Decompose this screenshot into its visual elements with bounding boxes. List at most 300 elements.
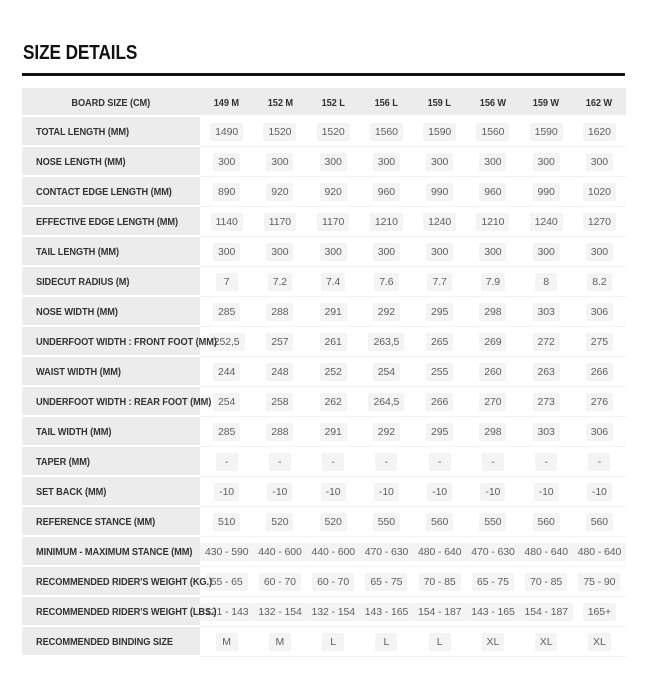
row-label-cell <box>22 356 200 386</box>
cell-value: 470 - 630 <box>466 543 519 561</box>
table-cell <box>360 266 413 296</box>
row-label-text: RECOMMENDED RIDER'S WEIGHT (LBS.) <box>36 606 217 618</box>
table-cell <box>573 566 626 596</box>
table-cell <box>253 626 306 656</box>
table-cell <box>466 536 519 566</box>
cell-value: 143 - 165 <box>466 603 519 621</box>
cell-value: 510 <box>213 513 240 531</box>
table-cell <box>573 146 626 176</box>
cell-value: XL <box>482 633 505 651</box>
cell-value: 7 <box>216 273 238 291</box>
row-label-text: WAIST WIDTH (MM) <box>36 366 121 378</box>
cell-value: - <box>322 453 344 471</box>
table-cell <box>200 356 253 386</box>
table-cell <box>307 116 360 146</box>
cell-value: 252 <box>320 363 347 381</box>
table-cell <box>413 266 466 296</box>
table-row <box>22 596 626 626</box>
column-header-159-l <box>413 88 466 116</box>
cell-value: 306 <box>586 423 613 441</box>
cell-value: 295 <box>426 423 453 441</box>
cell-value: 1210 <box>476 213 509 231</box>
row-label-text: RECOMMENDED RIDER'S WEIGHT (KG.) <box>36 576 212 588</box>
table-row <box>22 146 626 176</box>
table-cell <box>360 476 413 506</box>
row-label-text: SET BACK (MM) <box>36 486 107 498</box>
cell-value: 55 - 65 <box>206 573 248 591</box>
cell-value: -10 <box>321 483 346 501</box>
table-cell <box>253 596 306 626</box>
cell-value: 560 <box>586 513 613 531</box>
cell-value: L <box>429 633 451 651</box>
table-cell <box>253 446 306 476</box>
cell-value: 1520 <box>317 123 350 141</box>
table-cell <box>360 626 413 656</box>
cell-value: L <box>375 633 397 651</box>
cell-value: 300 <box>533 243 560 261</box>
cell-value: 154 - 187 <box>413 603 466 621</box>
cell-value: 263,5 <box>368 333 404 351</box>
cell-value: 306 <box>586 303 613 321</box>
cell-value: 70 - 85 <box>525 573 567 591</box>
row-label-text: EFFECTIVE EDGE LENGTH (MM) <box>36 216 178 228</box>
table-cell <box>573 296 626 326</box>
cell-value: 480 - 640 <box>413 543 466 561</box>
table-row <box>22 416 626 446</box>
page-title-text: SIZE DETAILS <box>23 42 138 64</box>
cell-value: 75 - 90 <box>578 573 620 591</box>
table-cell <box>520 206 573 236</box>
cell-value: 7.7 <box>427 273 451 291</box>
cell-value: 275 <box>586 333 613 351</box>
table-cell <box>466 206 519 236</box>
cell-value: 480 - 640 <box>573 543 626 561</box>
row-label-text: TAIL WIDTH (MM) <box>36 426 112 438</box>
cell-value: -10 <box>267 483 292 501</box>
table-cell <box>413 176 466 206</box>
table-cell <box>360 356 413 386</box>
cell-value: - <box>216 453 238 471</box>
table-body <box>22 116 626 656</box>
table-cell <box>200 476 253 506</box>
cell-value: 960 <box>373 183 400 201</box>
cell-value: 132 - 154 <box>253 603 306 621</box>
cell-value: 261 <box>320 333 347 351</box>
cell-value: -10 <box>427 483 452 501</box>
cell-value: 258 <box>266 393 293 411</box>
cell-value: 248 <box>266 363 293 381</box>
table-cell <box>413 116 466 146</box>
column-header-label: 156 W <box>479 96 507 109</box>
table-row <box>22 476 626 506</box>
cell-value: 470 - 630 <box>360 543 413 561</box>
cell-value: M <box>216 633 238 651</box>
table-cell <box>466 326 519 356</box>
cell-value: 272 <box>533 333 560 351</box>
row-label-text: RECOMMENDED BINDING SIZE <box>36 636 174 648</box>
table-cell <box>573 626 626 656</box>
cell-value: 266 <box>426 393 453 411</box>
table-cell <box>520 296 573 326</box>
table-cell <box>253 296 306 326</box>
cell-value: 8 <box>535 273 557 291</box>
table-cell <box>413 146 466 176</box>
row-label-text: MINIMUM - MAXIMUM STANCE (MM) <box>36 546 193 558</box>
cell-value: 254 <box>373 363 400 381</box>
cell-value: 7.9 <box>481 273 505 291</box>
table-cell <box>360 146 413 176</box>
cell-value: 1560 <box>476 123 509 141</box>
cell-value: 300 <box>213 243 240 261</box>
column-header-159-w <box>520 88 573 116</box>
cell-value: 65 - 75 <box>472 573 514 591</box>
cell-value: L <box>322 633 344 651</box>
table-cell <box>413 596 466 626</box>
cell-value: 263 <box>533 363 560 381</box>
column-header-162-w <box>573 88 626 116</box>
cell-value: 121 - 143 <box>200 603 253 621</box>
table-cell <box>413 626 466 656</box>
table-cell <box>253 236 306 266</box>
table-row <box>22 266 626 296</box>
table-cell <box>573 206 626 236</box>
table-cell <box>573 356 626 386</box>
row-label-cell <box>22 596 217 626</box>
table-cell <box>520 266 573 296</box>
cell-value: 291 <box>320 303 347 321</box>
table-cell <box>307 356 360 386</box>
cell-value: 264,5 <box>368 393 404 411</box>
table-cell <box>253 506 306 536</box>
cell-value: 520 <box>320 513 347 531</box>
table-cell <box>466 146 519 176</box>
row-label-text: UNDERFOOT WIDTH : FRONT FOOT (MM) <box>36 336 217 348</box>
row-label-cell <box>22 506 200 536</box>
row-label-cell <box>22 386 212 416</box>
cell-value: 920 <box>266 183 293 201</box>
table-cell <box>466 386 519 416</box>
table-cell <box>520 506 573 536</box>
table-cell <box>360 296 413 326</box>
column-header-label: 162 W <box>586 96 613 109</box>
table-cell <box>253 536 306 566</box>
cell-value: 254 <box>213 393 240 411</box>
cell-value: 270 <box>479 393 506 411</box>
table-cell <box>307 506 360 536</box>
table-cell <box>307 566 360 596</box>
row-label-cell <box>22 116 200 146</box>
table-row <box>22 446 626 476</box>
table-cell <box>307 476 360 506</box>
table-cell <box>307 626 360 656</box>
cell-value: M <box>269 633 291 651</box>
table-cell <box>573 176 626 206</box>
table-row <box>22 566 626 596</box>
table-cell <box>466 506 519 536</box>
cell-value: 300 <box>320 243 347 261</box>
cell-value: 1620 <box>583 123 616 141</box>
cell-value: -10 <box>374 483 399 501</box>
cell-value: 440 - 600 <box>253 543 306 561</box>
table-cell <box>466 416 519 446</box>
table-cell <box>413 356 466 386</box>
cell-value: 560 <box>533 513 560 531</box>
cell-value: 132 - 154 <box>307 603 360 621</box>
row-label-cell <box>22 146 200 176</box>
cell-value: 300 <box>426 153 453 171</box>
cell-value: 300 <box>373 153 400 171</box>
cell-value: 7.4 <box>321 273 345 291</box>
table-cell <box>253 326 306 356</box>
table-cell <box>520 146 573 176</box>
row-label-cell <box>22 266 200 296</box>
cell-value: - <box>375 453 397 471</box>
cell-value: 300 <box>479 153 506 171</box>
table-cell <box>200 176 253 206</box>
table-row <box>22 356 626 386</box>
row-label-text: NOSE WIDTH (MM) <box>36 306 118 318</box>
cell-value: 300 <box>213 153 240 171</box>
row-label-cell <box>22 236 200 266</box>
cell-value: 300 <box>320 153 347 171</box>
table-row <box>22 236 626 266</box>
cell-value: 265 <box>426 333 453 351</box>
table-cell <box>200 446 253 476</box>
table-cell <box>360 116 413 146</box>
cell-value: 300 <box>266 243 293 261</box>
table-cell <box>307 236 360 266</box>
cell-value: 520 <box>266 513 293 531</box>
cell-value: 300 <box>426 243 453 261</box>
page-title <box>22 42 625 76</box>
cell-value: 300 <box>479 243 506 261</box>
column-header-label: 159 L <box>428 96 452 109</box>
table-row <box>22 626 626 656</box>
cell-value: 1490 <box>210 123 243 141</box>
table-cell <box>573 386 626 416</box>
cell-value: 295 <box>426 303 453 321</box>
table-cell <box>466 176 519 206</box>
table-cell <box>200 236 253 266</box>
cell-value: 285 <box>213 423 240 441</box>
row-label-cell <box>22 296 200 326</box>
table-cell <box>307 326 360 356</box>
cell-value: 154 - 187 <box>520 603 573 621</box>
cell-value: 298 <box>479 423 506 441</box>
table-cell <box>253 476 306 506</box>
cell-value: 300 <box>373 243 400 261</box>
cell-value: - <box>588 453 610 471</box>
cell-value: 1240 <box>530 213 563 231</box>
cell-value: 550 <box>479 513 506 531</box>
table-cell <box>200 146 253 176</box>
cell-value: 262 <box>320 393 347 411</box>
table-cell <box>253 266 306 296</box>
cell-value: 1520 <box>263 123 296 141</box>
cell-value: 890 <box>213 183 240 201</box>
table-cell <box>520 176 573 206</box>
table-cell <box>520 416 573 446</box>
table-cell <box>413 206 466 236</box>
cell-value: 300 <box>586 153 613 171</box>
cell-value: 303 <box>533 303 560 321</box>
cell-value: 165+ <box>583 603 616 621</box>
table-cell <box>253 176 306 206</box>
table-cell <box>360 536 413 566</box>
table-header-row <box>22 88 626 116</box>
table-cell <box>520 626 573 656</box>
table-cell <box>466 566 519 596</box>
table-cell <box>466 596 519 626</box>
cell-value: 1590 <box>423 123 456 141</box>
table-cell <box>520 356 573 386</box>
column-header-label: 149 M <box>214 96 240 109</box>
table-cell <box>200 296 253 326</box>
table-row <box>22 386 626 416</box>
cell-value: 300 <box>266 153 293 171</box>
table-cell <box>307 176 360 206</box>
table-cell <box>253 386 306 416</box>
table-cell <box>413 506 466 536</box>
table-cell <box>413 236 466 266</box>
cell-value: 480 - 640 <box>520 543 573 561</box>
cell-value: 1210 <box>370 213 403 231</box>
cell-value: 65 - 75 <box>365 573 407 591</box>
table-cell <box>573 236 626 266</box>
row-label-cell <box>22 476 200 506</box>
cell-value: 266 <box>586 363 613 381</box>
row-label-text: UNDERFOOT WIDTH : REAR FOOT (MM) <box>36 396 212 408</box>
table-row <box>22 206 626 236</box>
cell-value: 960 <box>479 183 506 201</box>
table-cell <box>413 476 466 506</box>
column-header-label: 159 W <box>532 96 560 109</box>
cell-value: 143 - 165 <box>360 603 413 621</box>
row-label-text: TAIL LENGTH (MM) <box>36 246 119 258</box>
table-head <box>22 88 626 116</box>
table-cell <box>200 266 253 296</box>
size-details-table <box>22 88 626 657</box>
cell-value: 300 <box>586 243 613 261</box>
table-cell <box>200 116 253 146</box>
column-header-label: 152 M <box>267 96 293 109</box>
table-cell <box>413 566 466 596</box>
row-label-cell <box>22 206 200 236</box>
board-size-header-label: BOARD SIZE (CM) <box>71 96 151 109</box>
table-cell <box>253 206 306 236</box>
cell-value: 292 <box>373 423 400 441</box>
table-cell <box>200 536 253 566</box>
table-cell <box>200 206 253 236</box>
cell-value: -10 <box>534 483 559 501</box>
board-size-header-cell <box>22 88 200 116</box>
table-row <box>22 506 626 536</box>
table-cell <box>307 206 360 236</box>
cell-value: 560 <box>426 513 453 531</box>
table-cell <box>520 236 573 266</box>
table-cell <box>253 146 306 176</box>
cell-value: 7.6 <box>374 273 398 291</box>
table-cell <box>307 536 360 566</box>
cell-value: 291 <box>320 423 347 441</box>
column-header-label: 152 L <box>321 96 345 109</box>
table-cell <box>466 356 519 386</box>
table-cell <box>413 446 466 476</box>
table-cell <box>520 596 573 626</box>
cell-value: - <box>429 453 451 471</box>
cell-value: 430 - 590 <box>200 543 253 561</box>
table-row <box>22 326 626 356</box>
table-cell <box>307 146 360 176</box>
cell-value: 288 <box>266 423 293 441</box>
table-cell <box>573 446 626 476</box>
cell-value: XL <box>588 633 611 651</box>
cell-value: 292 <box>373 303 400 321</box>
row-label-cell <box>22 446 200 476</box>
cell-value: XL <box>535 633 558 651</box>
table-cell <box>360 206 413 236</box>
table-cell <box>520 116 573 146</box>
table-cell <box>253 416 306 446</box>
cell-value: 1020 <box>583 183 616 201</box>
table-cell <box>466 476 519 506</box>
table-cell <box>466 296 519 326</box>
cell-value: 285 <box>213 303 240 321</box>
table-cell <box>360 176 413 206</box>
column-header-156-l <box>360 88 413 116</box>
table-cell <box>200 626 253 656</box>
cell-value: -10 <box>480 483 505 501</box>
table-cell <box>307 386 360 416</box>
table-cell <box>360 566 413 596</box>
cell-value: 920 <box>320 183 347 201</box>
cell-value: 7.2 <box>268 273 292 291</box>
table-cell <box>573 536 626 566</box>
table-cell <box>573 266 626 296</box>
column-header-152-l <box>307 88 360 116</box>
cell-value: 276 <box>586 393 613 411</box>
table-cell <box>413 326 466 356</box>
table-cell <box>520 446 573 476</box>
table-cell <box>520 326 573 356</box>
table-cell <box>466 626 519 656</box>
cell-value: 990 <box>426 183 453 201</box>
table-cell <box>520 536 573 566</box>
column-header-149-m <box>200 88 253 116</box>
table-cell <box>466 236 519 266</box>
cell-value: - <box>482 453 504 471</box>
row-label-cell <box>22 626 200 656</box>
table-row <box>22 116 626 146</box>
row-label-text: TAPER (MM) <box>36 456 90 468</box>
cell-value: 8.2 <box>587 273 611 291</box>
table-cell <box>573 116 626 146</box>
column-header-label: 156 L <box>374 96 398 109</box>
cell-value: 244 <box>213 363 240 381</box>
table-cell <box>573 506 626 536</box>
cell-value: 257 <box>266 333 293 351</box>
cell-value: 260 <box>479 363 506 381</box>
cell-value: 269 <box>479 333 506 351</box>
cell-value: 298 <box>479 303 506 321</box>
cell-value: 1270 <box>583 213 616 231</box>
row-label-text: REFERENCE STANCE (MM) <box>36 516 156 528</box>
table-cell <box>253 116 306 146</box>
table-row <box>22 176 626 206</box>
table-row <box>22 536 626 566</box>
cell-value: 1590 <box>530 123 563 141</box>
table-cell <box>360 326 413 356</box>
